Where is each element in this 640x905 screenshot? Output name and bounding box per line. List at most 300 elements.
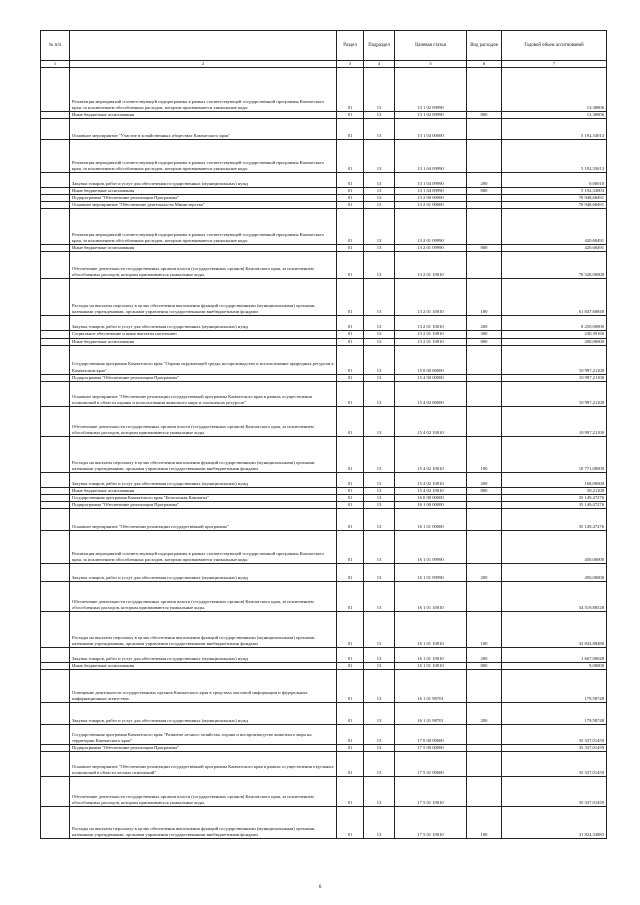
header-code: Целевая статья — [395, 31, 467, 61]
row-subsection-cell: 13 — [364, 279, 395, 316]
table-row — [41, 648, 607, 663]
row-name-cell: Подпрограмма "Обеспечение реализации Программы" — [70, 374, 337, 381]
row-section-cell: 01 — [337, 279, 364, 316]
row-amount-cell: 31 824,33883 — [502, 807, 607, 839]
table-row — [41, 472, 607, 487]
row-code-cell: 13 2 00 00000 — [395, 195, 467, 202]
row-amount-cell: 1 667,00048 — [502, 648, 607, 663]
row-code-cell: 16 1 01 09990 — [395, 564, 467, 582]
row-amount-cell: 5 192,33013 — [502, 140, 607, 173]
row-expense-type-cell — [467, 68, 502, 112]
header-name — [70, 31, 337, 61]
row-section-cell: 01 — [337, 209, 364, 245]
table-row — [41, 436, 607, 472]
row-expense-type-cell — [467, 582, 502, 612]
row-name-cell: Расходы на выплаты персоналу в целях обеспечения выполнения функций государственными (муниципальными) органами, казенными учреждениями, органами управления государственными внебюджетными фондами — [70, 807, 337, 839]
row-amount-cell: 35 337,01459 — [502, 752, 607, 777]
row-code-cell: 13 1 04 09990 — [395, 140, 467, 173]
row-number-cell — [41, 509, 70, 531]
row-code-cell: 15 4 02 00000 — [395, 381, 467, 406]
row-subsection-cell: 13 — [364, 188, 395, 195]
row-subsection-cell: 13 — [364, 374, 395, 381]
row-amount-cell: 35 337,01459 — [502, 745, 607, 752]
row-section-cell: 01 — [337, 501, 364, 508]
row-name-cell: Реализация мероприятий соответствующей подпрограммы в рамках соответствующей государственной программы Камчатского края, за исключением обособленных расходов, которым присваиваются уникальные коды — [70, 140, 337, 173]
row-expense-type-cell — [467, 509, 502, 531]
row-expense-type-cell: 800 — [467, 663, 502, 670]
row-expense-type-cell — [467, 381, 502, 406]
row-number-cell — [41, 745, 70, 752]
row-number-cell — [41, 279, 70, 316]
row-subsection-cell: 13 — [364, 582, 395, 612]
table-row — [41, 777, 607, 807]
page-number: 6 — [318, 884, 322, 890]
table-row — [41, 612, 607, 648]
row-section-cell: 01 — [337, 188, 364, 195]
row-number-cell — [41, 612, 70, 648]
row-number-cell — [41, 564, 70, 582]
row-amount-cell: 70 948,68491 — [502, 202, 607, 209]
row-section-cell: 01 — [337, 202, 364, 209]
row-subsection-cell: 13 — [364, 345, 395, 374]
row-section-cell: 01 — [337, 494, 364, 501]
row-amount-cell: 420,68491 — [502, 245, 607, 252]
row-code-cell: 17 5 00 00000 — [395, 745, 467, 752]
row-subsection-cell: 13 — [364, 173, 395, 188]
row-name-cell: Обеспечение деятельности государственных органов власти (государственных органов) Камчатского края, за исключением обособленных расходов, которым присваиваются уникальные коды. — [70, 777, 337, 807]
row-amount-cell: 179,58748 — [502, 703, 607, 725]
row-number-cell — [41, 119, 70, 140]
row-amount-cell: 179,58748 — [502, 670, 607, 703]
row-number-cell — [41, 582, 70, 612]
row-code-cell: 15 4 02 10010 — [395, 436, 467, 472]
table-row — [41, 173, 607, 188]
row-amount-cell: 70 528,00000 — [502, 252, 607, 279]
table-row — [41, 202, 607, 209]
table-row — [41, 501, 607, 508]
row-amount-cell: 9,00000 — [502, 663, 607, 670]
row-subsection-cell: 13 — [364, 140, 395, 173]
row-number-cell — [41, 472, 70, 487]
row-name-cell: Реализация мероприятий соответствующей подпрограммы в рамках соответствующей государственной программы Камчатского края, за исключением обособленных расходов, которым присваиваются уникальные коды — [70, 68, 337, 112]
table-row — [41, 331, 607, 338]
row-number-cell — [41, 406, 70, 436]
row-section-cell: 01 — [337, 406, 364, 436]
row-subsection-cell: 13 — [364, 406, 395, 436]
row-section-cell: 01 — [337, 381, 364, 406]
row-code-cell: 15 0 00 00000 — [395, 345, 467, 374]
row-amount-cell: 35 337,01459 — [502, 725, 607, 745]
row-number-cell — [41, 436, 70, 472]
row-number-cell — [41, 188, 70, 195]
row-name-cell: Основное мероприятие "Обеспечение реализации государственной программы" — [70, 509, 337, 531]
column-number: 6 — [467, 61, 502, 68]
row-code-cell: 16 1 01 10010 — [395, 612, 467, 648]
row-code-cell: 13 1 04 00000 — [395, 119, 467, 140]
row-expense-type-cell: 200 — [467, 703, 502, 725]
row-name-cell: Государственная программа Камчатского края "Развитие лесного хозяйства, охрана и воспроизводство животного мира на территории Камчатского края" — [70, 725, 337, 745]
row-amount-cell: 10 997,21100 — [502, 345, 607, 374]
row-section-cell: 01 — [337, 725, 364, 745]
row-section-cell: 01 — [337, 345, 364, 374]
row-subsection-cell: 13 — [364, 316, 395, 331]
row-amount-cell: 35 149,47276 — [502, 494, 607, 501]
row-number-cell — [41, 195, 70, 202]
row-name-cell: Обеспечение деятельности государственных органов власти (государственных органов) Камчатского края, за исключением обособленных расходов, которым присваиваются уникальные коды. — [70, 582, 337, 612]
row-code-cell: 13 2 01 09990 — [395, 245, 467, 252]
table-row — [41, 494, 607, 501]
row-name-cell: Иные бюджетные ассигнования — [70, 112, 337, 119]
row-name-cell: Расходы на выплаты персоналу в целях обеспечения выполнения функций государственными (муниципальными) органами, казенными учреждениями, органами управления государственными внебюджетными фондами — [70, 436, 337, 472]
row-name-cell: Основное мероприятие "Участие в хозяйственных обществах Камчатского края" — [70, 119, 337, 140]
row-code-cell: 13 2 01 10010 — [395, 316, 467, 331]
table-row — [41, 209, 607, 245]
row-number-cell — [41, 501, 70, 508]
table-row — [41, 188, 607, 195]
row-section-cell: 01 — [337, 140, 364, 173]
row-expense-type-cell: 800 — [467, 487, 502, 494]
row-subsection-cell: 13 — [364, 245, 395, 252]
table-row — [41, 582, 607, 612]
table-row — [41, 487, 607, 494]
row-subsection-cell: 13 — [364, 119, 395, 140]
row-subsection-cell: 13 — [364, 725, 395, 745]
row-code-cell: 13 2 01 10010 — [395, 252, 467, 279]
row-section-cell: 01 — [337, 472, 364, 487]
row-code-cell: 13 2 01 09990 — [395, 209, 467, 245]
row-section-cell: 01 — [337, 531, 364, 564]
row-expense-type-cell: 200 — [467, 316, 502, 331]
row-name-cell: Закупка товаров, работ и услуг для обеспечения государственных (муниципальных) нужд — [70, 316, 337, 331]
row-expense-type-cell: 100 — [467, 612, 502, 648]
row-section-cell: 01 — [337, 703, 364, 725]
table-row — [41, 112, 607, 119]
row-name-cell: Расходы на выплаты персоналу в целях обеспечения выполнения функций государственными (муниципальными) органами, казенными учреждениями, органами управления государственными внебюджетными фондами — [70, 279, 337, 316]
row-expense-type-cell — [467, 777, 502, 807]
row-expense-type-cell — [467, 195, 502, 202]
row-name-cell: Закупка товаров, работ и услуг для обеспечения государственных (муниципальных) нужд — [70, 648, 337, 663]
row-number-cell — [41, 487, 70, 494]
row-name-cell: Государственная программа Камчатского края "Охрана окружающей среды, воспроизводство и использование природных ресурсов в Камчатском крае" — [70, 345, 337, 374]
row-subsection-cell: 13 — [364, 509, 395, 531]
row-section-cell: 01 — [337, 173, 364, 188]
row-subsection-cell: 13 — [364, 564, 395, 582]
row-section-cell: 01 — [337, 670, 364, 703]
row-expense-type-cell — [467, 752, 502, 777]
row-section-cell: 01 — [337, 331, 364, 338]
row-subsection-cell: 13 — [364, 195, 395, 202]
row-expense-type-cell: 800 — [467, 245, 502, 252]
row-name-cell: Реализация мероприятий соответствующей подпрограммы в рамках соответствующей государственной программы Камчатского края, за исключением обособленных расходов, которым присваиваются уникальные коды — [70, 531, 337, 564]
header-amount: Годовой объем ассигнований — [502, 31, 607, 61]
budget-allocation-table — [40, 30, 607, 839]
row-amount-cell: 32 843,88480 — [502, 612, 607, 648]
row-amount-cell: 450,00000 — [502, 531, 607, 564]
table-row — [41, 252, 607, 279]
table-row — [41, 807, 607, 839]
row-section-cell: 01 — [337, 252, 364, 279]
row-subsection-cell: 13 — [364, 209, 395, 245]
row-section-cell: 01 — [337, 509, 364, 531]
table-row — [41, 564, 607, 582]
row-subsection-cell: 13 — [364, 663, 395, 670]
table-row — [41, 338, 607, 345]
row-amount-cell: 10 771,00000 — [502, 436, 607, 472]
row-number-cell — [41, 703, 70, 725]
row-amount-cell: 10 997,21100 — [502, 374, 607, 381]
row-number-cell — [41, 374, 70, 381]
row-name-cell: Социальное обеспечение и иные выплаты населению — [70, 331, 337, 338]
row-code-cell: 16 1 00 00000 — [395, 501, 467, 508]
row-subsection-cell: 13 — [364, 202, 395, 209]
row-name-cell: Подпрограмма "Обеспечение реализации Программы" — [70, 501, 337, 508]
row-number-cell — [41, 494, 70, 501]
row-subsection-cell: 13 — [364, 648, 395, 663]
row-expense-type-cell — [467, 252, 502, 279]
row-code-cell: 13 1 04 09990 — [395, 188, 467, 195]
row-amount-cell: 10 997,21100 — [502, 381, 607, 406]
row-name-cell: Иные бюджетные ассигнования — [70, 338, 337, 345]
row-number-cell — [41, 670, 70, 703]
row-amount-cell: 200,00000 — [502, 338, 607, 345]
column-number: 3 — [337, 61, 364, 68]
row-expense-type-cell: 200 — [467, 173, 502, 188]
row-amount-cell: 35 337,01459 — [502, 777, 607, 807]
row-section-cell: 01 — [337, 119, 364, 140]
column-number: 2 — [70, 61, 337, 68]
table-row — [41, 345, 607, 374]
row-amount-cell: 5 192,33013 — [502, 119, 607, 140]
row-subsection-cell: 13 — [364, 501, 395, 508]
row-subsection-cell: 13 — [364, 472, 395, 487]
row-code-cell: 17 0 00 00000 — [395, 725, 467, 745]
row-expense-type-cell — [467, 494, 502, 501]
table-body — [41, 68, 607, 839]
row-expense-type-cell: 800 — [467, 112, 502, 119]
row-subsection-cell: 13 — [364, 436, 395, 472]
row-expense-type-cell — [467, 374, 502, 381]
table-row — [41, 663, 607, 670]
table-row — [41, 245, 607, 252]
row-expense-type-cell: 100 — [467, 807, 502, 839]
row-subsection-cell: 13 — [364, 745, 395, 752]
row-number-cell — [41, 68, 70, 112]
row-code-cell: 13 1 02 09990 — [395, 68, 467, 112]
row-code-cell: 13 1 04 09990 — [395, 173, 467, 188]
row-expense-type-cell — [467, 406, 502, 436]
row-number-cell — [41, 663, 70, 670]
row-name-cell: Основное мероприятие "Обеспечение реализации государственной программы Камчатского края в рамках осуществления отдельных полномочий в области лесных отношений" — [70, 752, 337, 777]
column-number: 7 — [502, 61, 607, 68]
row-amount-cell: 420,68491 — [502, 209, 607, 245]
row-expense-type-cell: 100 — [467, 436, 502, 472]
row-number-cell — [41, 725, 70, 745]
column-number: 1 — [41, 61, 70, 68]
row-subsection-cell: 13 — [364, 612, 395, 648]
row-number-cell — [41, 345, 70, 374]
row-subsection-cell: 13 — [364, 752, 395, 777]
row-code-cell: 15 4 02 10010 — [395, 406, 467, 436]
row-name-cell: Иные бюджетные ассигнования — [70, 188, 337, 195]
table-row — [41, 68, 607, 112]
table-row — [41, 406, 607, 436]
row-expense-type-cell: 200 — [467, 472, 502, 487]
row-expense-type-cell — [467, 725, 502, 745]
row-expense-type-cell — [467, 140, 502, 173]
column-number: 4 — [364, 61, 395, 68]
row-section-cell: 01 — [337, 752, 364, 777]
row-amount-cell: 35 149,47276 — [502, 509, 607, 531]
row-subsection-cell: 13 — [364, 670, 395, 703]
row-amount-cell: 58,21100 — [502, 487, 607, 494]
row-code-cell: 15 4 02 10010 — [395, 472, 467, 487]
row-number-cell — [41, 316, 70, 331]
row-amount-cell: 35 149,47276 — [502, 501, 607, 508]
row-name-cell: Закупка товаров, работ и услуг для обеспечения государственных (муниципальных) нужд — [70, 472, 337, 487]
row-subsection-cell: 13 — [364, 487, 395, 494]
row-name-cell: Иные бюджетные ассигнования — [70, 245, 337, 252]
row-section-cell: 01 — [337, 195, 364, 202]
row-code-cell: 16 0 00 00000 — [395, 494, 467, 501]
row-code-cell: 16 1 01 10010 — [395, 663, 467, 670]
row-section-cell: 01 — [337, 68, 364, 112]
row-code-cell: 16 1 01 98701 — [395, 670, 467, 703]
row-number-cell — [41, 648, 70, 663]
row-code-cell: 13 1 02 09990 — [395, 112, 467, 119]
row-number-cell — [41, 140, 70, 173]
row-code-cell: 16 1 01 98701 — [395, 703, 467, 725]
row-expense-type-cell: 200 — [467, 564, 502, 582]
row-amount-cell: 13,38806 — [502, 68, 607, 112]
row-code-cell: 15 4 00 00000 — [395, 374, 467, 381]
row-section-cell: 01 — [337, 338, 364, 345]
row-section-cell: 01 — [337, 612, 364, 648]
row-name-cell: Обеспечение деятельности государственных органов власти (государственных органов) Камчатского края, за исключением обособленных расходов, которым присваиваются уникальные коды. — [70, 252, 337, 279]
column-number: 5 — [395, 61, 467, 68]
table-row — [41, 745, 607, 752]
row-subsection-cell: 13 — [364, 777, 395, 807]
table-row — [41, 509, 607, 531]
row-name-cell: Подпрограмма "Обеспечение реализации Программы" — [70, 745, 337, 752]
row-amount-cell: 34 519,88528 — [502, 582, 607, 612]
row-section-cell: 01 — [337, 777, 364, 807]
row-number-cell — [41, 252, 70, 279]
table-row — [41, 381, 607, 406]
row-subsection-cell: 13 — [364, 252, 395, 279]
row-section-cell: 01 — [337, 487, 364, 494]
row-subsection-cell: 13 — [364, 807, 395, 839]
row-subsection-cell: 13 — [364, 494, 395, 501]
table-row — [41, 195, 607, 202]
row-name-cell: Основное мероприятие "Обеспечение реализации государственной программы Камчатского края в рамках осуществления полномочий в области охраны и использования животного мира и охотничьих ресурсов" — [70, 381, 337, 406]
row-amount-cell: 8 250,00000 — [502, 316, 607, 331]
row-code-cell: 17 5 01 10010 — [395, 807, 467, 839]
row-code-cell: 16 1 01 00000 — [395, 509, 467, 531]
row-subsection-cell: 13 — [364, 531, 395, 564]
row-number-cell — [41, 331, 70, 338]
row-subsection-cell: 13 — [364, 381, 395, 406]
row-expense-type-cell: 800 — [467, 188, 502, 195]
column-number-row — [41, 61, 607, 68]
row-code-cell: 17 5 01 00000 — [395, 752, 467, 777]
table-row — [41, 725, 607, 745]
row-expense-type-cell: 300 — [467, 331, 502, 338]
table-row — [41, 119, 607, 140]
row-section-cell: 01 — [337, 245, 364, 252]
row-section-cell: 01 — [337, 648, 364, 663]
row-name-cell: Обеспечение деятельности государственных органов власти (государственных органов) Камчатского края, за исключением обособленных расходов, которым присваиваются уникальные коды. — [70, 406, 337, 436]
row-subsection-cell: 13 — [364, 703, 395, 725]
header-num: № п/п — [41, 31, 70, 61]
row-number-cell — [41, 531, 70, 564]
row-subsection-cell: 13 — [364, 68, 395, 112]
table-row — [41, 279, 607, 316]
row-section-cell: 01 — [337, 582, 364, 612]
row-number-cell — [41, 777, 70, 807]
row-code-cell: 13 2 01 10010 — [395, 331, 467, 338]
row-section-cell: 01 — [337, 663, 364, 670]
row-amount-cell: 10 997,21100 — [502, 406, 607, 436]
table-row — [41, 140, 607, 173]
row-expense-type-cell — [467, 209, 502, 245]
header-section: Раздел — [337, 31, 364, 61]
row-expense-type-cell — [467, 119, 502, 140]
row-amount-cell: 450,00000 — [502, 564, 607, 582]
row-amount-cell: 0,00010 — [502, 173, 607, 188]
table-row — [41, 316, 607, 331]
row-code-cell: 17 5 01 10010 — [395, 777, 467, 807]
row-code-cell: 16 1 01 10010 — [395, 648, 467, 663]
row-name-cell: Закупка товаров, работ и услуг для обеспечения государственных (муниципальных) нужд — [70, 564, 337, 582]
row-number-cell — [41, 112, 70, 119]
table-row — [41, 531, 607, 564]
row-number-cell — [41, 381, 70, 406]
row-expense-type-cell — [467, 745, 502, 752]
row-section-cell: 01 — [337, 316, 364, 331]
row-name-cell: Иные бюджетные ассигнования — [70, 487, 337, 494]
row-name-cell: Расходы на выплаты персоналу в целях обеспечения выполнения функций государственными (муниципальными) органами, казенными учреждениями, органами управления государственными внебюджетными фондами — [70, 612, 337, 648]
row-section-cell: 01 — [337, 436, 364, 472]
row-number-cell — [41, 173, 70, 188]
row-name-cell: Освещение деятельности государственных органов Камчатского края в средствах массовой информации и федеральных информационных агентствах — [70, 670, 337, 703]
header-expense-type: Вид расходов — [467, 31, 502, 61]
row-expense-type-cell — [467, 345, 502, 374]
row-expense-type-cell — [467, 531, 502, 564]
row-section-cell: 01 — [337, 745, 364, 752]
row-expense-type-cell — [467, 501, 502, 508]
row-section-cell: 01 — [337, 112, 364, 119]
row-section-cell: 01 — [337, 374, 364, 381]
row-code-cell: 16 1 01 10010 — [395, 582, 467, 612]
row-number-cell — [41, 209, 70, 245]
row-section-cell: 01 — [337, 564, 364, 582]
row-code-cell: 15 4 02 10010 — [395, 487, 467, 494]
row-code-cell: 13 2 01 10010 — [395, 338, 467, 345]
row-number-cell — [41, 752, 70, 777]
row-amount-cell: 5 192,33003 — [502, 188, 607, 195]
row-name-cell: Подпрограмма "Обеспечение реализации Программы" — [70, 195, 337, 202]
row-expense-type-cell: 200 — [467, 648, 502, 663]
table-row — [41, 752, 607, 777]
table-row — [41, 670, 607, 703]
row-expense-type-cell: 100 — [467, 279, 502, 316]
table-row — [41, 703, 607, 725]
header-subsection: Подраздел — [364, 31, 395, 61]
row-expense-type-cell — [467, 202, 502, 209]
row-code-cell: 16 1 01 09990 — [395, 531, 467, 564]
table-row — [41, 374, 607, 381]
row-subsection-cell: 13 — [364, 112, 395, 119]
